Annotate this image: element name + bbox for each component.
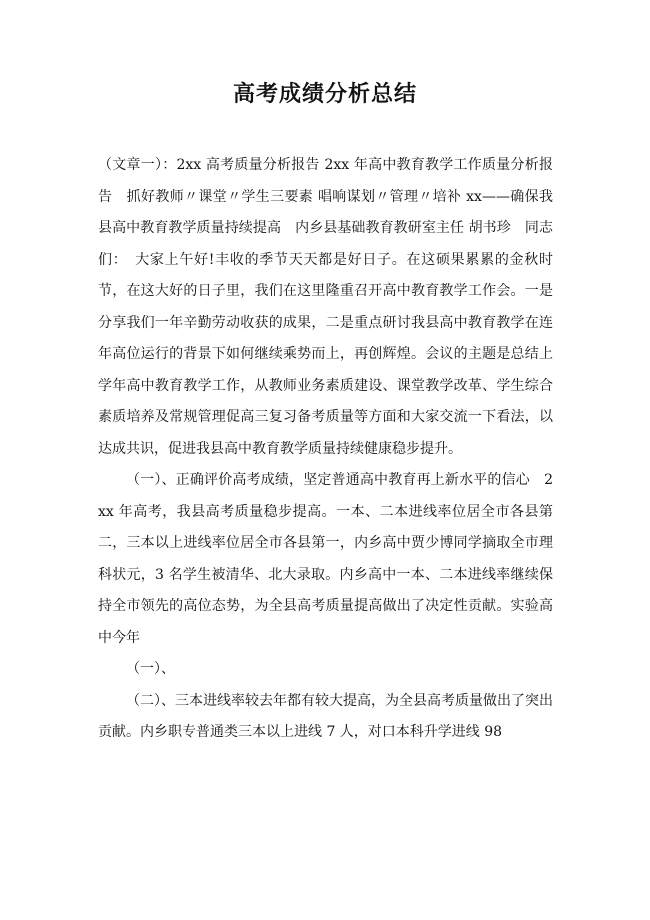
document-title: 高考成绩分析总结 <box>232 82 417 107</box>
paragraph-heading-one: （一）、 <box>126 661 175 677</box>
paragraph-section-one: （一）、正确评价高考成绩，坚定普通高中教育再上新水平的信心 2xx 年高考，我县高考质量稳步提高。一本、二本进线率位居全市各县第二，三本以上进线率位居全市各县第一，内乡高中贾少博同学摘取全市理科状元，3 名学生被清华、北大录取。内乡高中一本、二本进线率继续保持全市领先的高位态势，为全县高考质量提高做出了决定性贡献。实验高中今年 <box>98 472 553 646</box>
paragraph-section-two: （二）、三本进线率较去年都有较大提高，为全县高考质量做出了突出贡献。内乡职专普通类三本以上进线 7 人，对口本科升学进线 98 <box>98 692 553 740</box>
document-body <box>98 150 553 749</box>
paragraph-intro: （文章一）：2xx 高考质量分析报告 2xx 年高中教育教学工作质量分析报告 抓好教师〃课堂〃学生三要素 唱响谋划〃管理〃培补 xx——确保我县高中教育教学质量持续提高 内乡县基础教育教研室主任 胡书珍 同志们： 大家上午好!丰收的季节天天都是好日子。在这硕果累累的金秋时节，在这大好的日子里，我们在这里隆重召开高中教育教学工作会。一是分享我们一年辛勤劳动收获的成果，二是重点研讨我县高中教育教学在连年高位运行的背景下如何继续乘势而上，再创辉煌。会议的主题是总结上学年高中教育教学工作，从教师业务素质建设、课堂教学改革、学生综合素质培养及常规管理促高三复习备考质量等方面和大家交流一下看法，以达成共识，促进我县高中教育教学质量持续健康稳步提升。 <box>98 157 553 457</box>
